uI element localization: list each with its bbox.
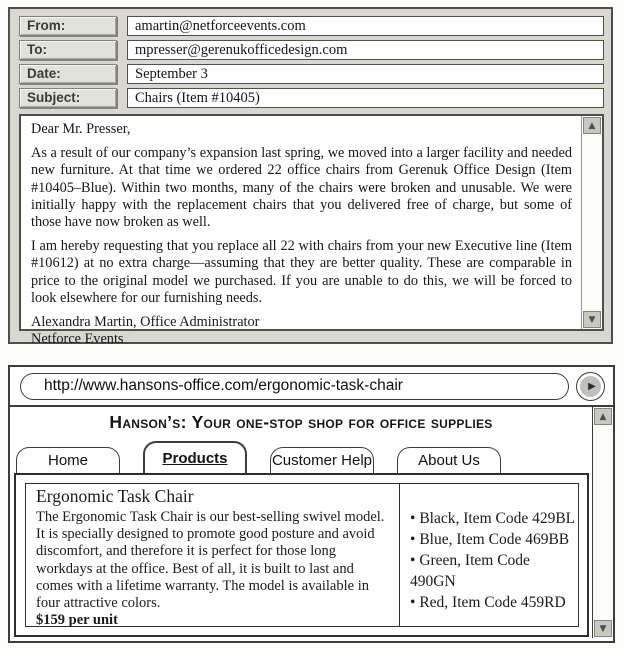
color-option-green: • Green, Item Code 490GN (410, 550, 576, 592)
email-message-text (21, 116, 581, 348)
product-description: The Ergonomic Task Chair is our best-selling swivel model. It is specially designed to promote good posture and avoid discomfort, and therefore it is perfect for those long workdays at the office. Best of all, it is built to last and comes with a lifetime warranty. The model is available in four attractive colors. (36, 509, 385, 612)
browser-window (8, 365, 615, 643)
product-box (25, 483, 579, 627)
to-input[interactable] (127, 40, 604, 60)
go-arrow-icon: ▶ (580, 376, 601, 397)
scroll-up-button[interactable] (583, 117, 601, 134)
site-header: Hanson’s: Your one-stop shop for office supplies (109, 412, 493, 432)
tab-products[interactable]: Products (143, 441, 247, 473)
email-to-row (19, 40, 604, 60)
email-salutation: Dear Mr. Presser, (31, 121, 131, 137)
browser-scroll-up-button[interactable] (594, 408, 612, 425)
email-subject-row (19, 88, 604, 108)
email-paragraph-1: As a result of our company’s expansion last spring, we moved into a larger facility and needed new furniture. At that time we ordered 22 office chairs from Gerenuk Office Design (Item #10405–Blue). Within two months, many of the chairs were broken and unusable. We were initially happy with the replacement chairs that you delivered free of charge, but some of those have now broken as well. (31, 145, 572, 231)
scroll-up-icon: ▲ (588, 120, 596, 131)
product-title: Ergonomic Task Chair (36, 486, 194, 506)
go-button[interactable] (576, 372, 605, 401)
color-option-blue: • Blue, Item Code 469BB (410, 529, 576, 550)
tab-about-us[interactable]: About Us (397, 447, 501, 473)
scroll-down-icon: ▼ (599, 623, 607, 634)
subject-input[interactable] (127, 88, 604, 108)
tab-home[interactable]: Home (16, 447, 120, 473)
email-signature-name: Alexandra Martin, Office Administrator (31, 314, 260, 331)
email-body[interactable] (19, 114, 604, 348)
browser-page-content (10, 407, 592, 638)
email-scrollbar[interactable] (581, 116, 602, 329)
scroll-down-button[interactable] (583, 311, 601, 328)
to-label[interactable]: To: (19, 40, 117, 60)
product-details (26, 484, 400, 629)
subject-label[interactable]: Subject: (19, 88, 117, 108)
email-window (8, 7, 613, 348)
email-from-row (19, 16, 604, 36)
product-color-options (400, 484, 578, 626)
browser-scrollbar[interactable] (592, 407, 613, 638)
date-label[interactable]: Date: (19, 64, 117, 84)
tab-customer-help[interactable]: Customer Help (270, 447, 374, 473)
from-input[interactable] (127, 16, 604, 36)
color-option-red: • Red, Item Code 459RD (410, 592, 576, 613)
color-option-black: • Black, Item Code 429BL (410, 508, 576, 529)
color-list (410, 508, 576, 613)
scroll-down-icon: ▼ (588, 314, 596, 325)
browser-scroll-down-button[interactable] (594, 620, 612, 637)
from-label[interactable]: From: (19, 16, 117, 36)
browser-viewport (10, 407, 613, 638)
email-signature-company: Netforce Events (31, 331, 124, 348)
product-price: $159 per unit (36, 612, 118, 629)
date-input[interactable] (127, 64, 604, 84)
browser-toolbar (10, 367, 613, 407)
email-paragraph-2: I am hereby requesting that you replace all 22 with chairs from your new Executive line (Item #10612) at no extra charge—assuming that they are better quality. These are comparable in price to the original model we purchased. If you are unable to do this, we will be forced to look elsewhere for our furnishing needs. (31, 238, 572, 306)
tab-content-panel (14, 473, 589, 637)
email-date-row (19, 64, 604, 84)
nav-tabs (10, 439, 592, 473)
url-bar[interactable]: http://www.hansons-office.com/ergonomic-task-chair (20, 373, 569, 400)
scroll-up-icon: ▲ (599, 411, 607, 422)
